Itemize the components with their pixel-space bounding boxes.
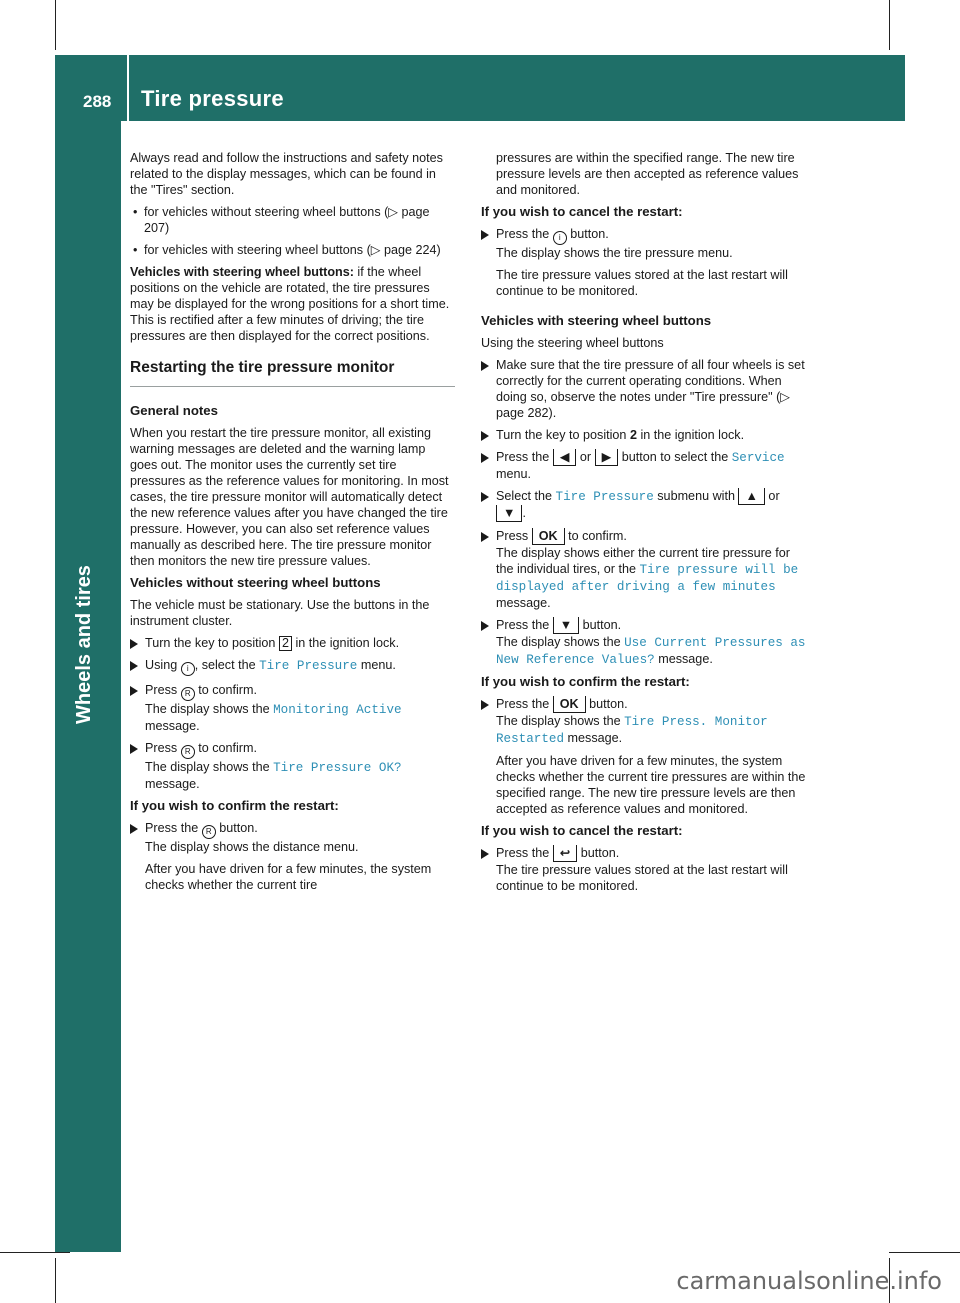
step-arrow-icon <box>481 621 489 631</box>
subheading-cancel: If you wish to cancel the restart: <box>481 204 683 219</box>
step-arrow-icon <box>481 453 489 463</box>
step-arrow-icon <box>481 361 489 371</box>
step-item: Press OK to confirm. The display shows either the current tire pressure for the individual tires, or the Tire pressure will be displayed after driving a few minutes message. <box>481 528 807 611</box>
crop-mark <box>55 1258 56 1303</box>
step-arrow-icon <box>130 661 138 671</box>
left-column <box>130 150 455 899</box>
step-item: Press the R button. The display shows the distance menu. <box>130 820 455 855</box>
display-text: Tire Press. Monitor Restarted <box>496 715 768 746</box>
step-result: The tire pressure values stored at the last restart will continue to be monitored. <box>496 268 788 298</box>
intro-paragraph: Always read and follow the instructions and safety notes related to the display messages, which can be found in the "Tires" section. <box>130 151 443 197</box>
step-item: Turn the key to position 2 in the ignition lock. <box>130 635 455 651</box>
crop-mark <box>55 0 56 50</box>
step-result: After you have driven for a few minutes, the system checks whether the current tire pressures are within the specified range. The new tire pressure levels are then accepted as reference values and monitored. <box>496 754 806 816</box>
step-arrow-icon <box>130 639 138 649</box>
step-item: Press the ◀ or ▶ button to select the Service menu. <box>481 449 807 482</box>
list-item: • for vehicles without steering wheel buttons (▷ page 207) <box>130 204 455 236</box>
subheading-confirm: If you wish to confirm the restart: <box>481 674 690 689</box>
watermark: carmanualsonline.info <box>676 1267 942 1295</box>
subheading-swb: Vehicles with steering wheel buttons <box>481 313 712 328</box>
step-arrow-icon <box>481 700 489 710</box>
display-text: Monitoring Active <box>273 703 402 717</box>
display-text: Tire pressure will be displayed after driving a few minutes <box>496 563 799 594</box>
subheading-general-notes: General notes <box>130 403 218 418</box>
step-arrow-icon <box>481 230 489 240</box>
reset-button-icon: R <box>181 745 195 759</box>
display-text: Tire Pressure <box>555 490 654 504</box>
step-item: Press R to confirm. The display shows the Tire Pressure OK? message. <box>130 740 455 792</box>
subheading-no-swb: Vehicles without steering wheel buttons <box>130 575 381 590</box>
step-arrow-icon <box>130 744 138 754</box>
key-position: 2 <box>279 636 292 651</box>
cluster-button-icon: i <box>181 662 195 676</box>
step-item: Turn the key to position 2 in the ignition lock. <box>481 427 807 443</box>
key-position: 2 <box>629 428 637 442</box>
display-text: Tire Pressure <box>259 659 358 673</box>
right-column <box>481 150 807 900</box>
chapter-tab-label: Wheels and tires <box>73 565 95 724</box>
step-item: Press the OK button. The display shows the Tire Press. Monitor Restarted message. <box>481 696 807 747</box>
cluster-button-icon: i <box>553 231 567 245</box>
up-arrow-button-icon: ▲ <box>738 488 764 505</box>
step-arrow-icon <box>481 849 489 859</box>
subheading-confirm: If you wish to confirm the restart: <box>130 798 339 813</box>
reset-button-icon: R <box>181 687 195 701</box>
reset-button-icon: R <box>202 825 216 839</box>
crop-mark <box>889 1252 960 1253</box>
crop-mark <box>889 0 890 50</box>
back-button-icon: ↩ <box>553 845 578 862</box>
step-arrow-icon <box>130 824 138 834</box>
list-item: • for vehicles with steering wheel buttons (▷ page 224) <box>130 242 455 258</box>
general-notes-text: When you restart the tire pressure monitor, all existing warning messages are deleted and the warning lamp goes out. The monitor uses the currently set tire pressures as the reference values for monitoring. In most cases, the tire pressure monitor will automatically detect the new reference values after you have changed the tire pressure. However, you can also set reference values manually as described here. The tire pressure monitor then monitors the new tire pressure values. <box>130 426 449 568</box>
down-arrow-button-icon: ▼ <box>553 617 579 634</box>
ok-button-icon: OK <box>532 528 565 545</box>
display-text: Tire Pressure OK? <box>273 761 402 775</box>
display-text: Use Current Pressures as New Reference Values? <box>496 636 806 667</box>
step-arrow-icon <box>481 431 489 441</box>
step-item: Using i , select the Tire Pressure menu. <box>130 657 455 676</box>
step-item: Press the ↩ button. The tire pressure values stored at the last restart will continue to be monitored. <box>481 845 807 894</box>
step-item: Press the ▼ button. The display shows the Use Current Pressures as New Reference Values? message. <box>481 617 807 668</box>
step-result: After you have driven for a few minutes, the system checks whether the current tire <box>145 862 432 892</box>
step-item: Select the Tire Pressure submenu with ▲ or ▼ . <box>481 488 807 522</box>
header-divider <box>127 55 129 121</box>
step-item: Press R to confirm. The display shows the Monitoring Active message. <box>130 682 455 734</box>
swb-paragraph <box>130 264 455 344</box>
section-rule <box>130 386 455 387</box>
step-arrow-icon <box>481 532 489 542</box>
down-arrow-button-icon: ▼ <box>496 505 522 522</box>
step-arrow-icon <box>130 686 138 696</box>
page-title: Tire pressure <box>141 86 284 111</box>
ok-button-icon: OK <box>553 696 586 713</box>
continued-paragraph: pressures are within the specified range. The new tire pressure levels are then accepted as reference values and monitored. <box>496 151 799 197</box>
crop-mark <box>0 1252 70 1253</box>
swb-text: if the wheel positions on the vehicle are rotated, the tire pressures may be displayed for the wrong positions for a short time. This is rectified after a few minutes of driving; the tire pressures are then displayed for the correct positions. <box>130 265 450 343</box>
no-swb-text: The vehicle must be stationary. Use the buttons in the instrument cluster. <box>130 598 430 628</box>
right-arrow-button-icon: ▶ <box>595 449 619 466</box>
section-heading: Restarting the tire pressure monitor <box>130 359 395 376</box>
step-item: Press the i button. The display shows the tire pressure menu. <box>481 226 807 261</box>
step-arrow-icon <box>481 492 489 502</box>
subheading-cancel: If you wish to cancel the restart: <box>481 823 683 838</box>
swb-lead: Vehicles with steering wheel buttons: <box>130 265 354 279</box>
display-text: Service <box>731 451 785 465</box>
swb-intro: Using the steering wheel buttons <box>481 336 664 350</box>
page-number: 288 <box>83 92 112 111</box>
step-item: Make sure that the tire pressure of all four wheels is set correctly for the current operating conditions. When doing so, observe the notes under "Tire pressure" (▷ page 282). <box>481 357 807 421</box>
left-arrow-button-icon: ◀ <box>553 449 577 466</box>
